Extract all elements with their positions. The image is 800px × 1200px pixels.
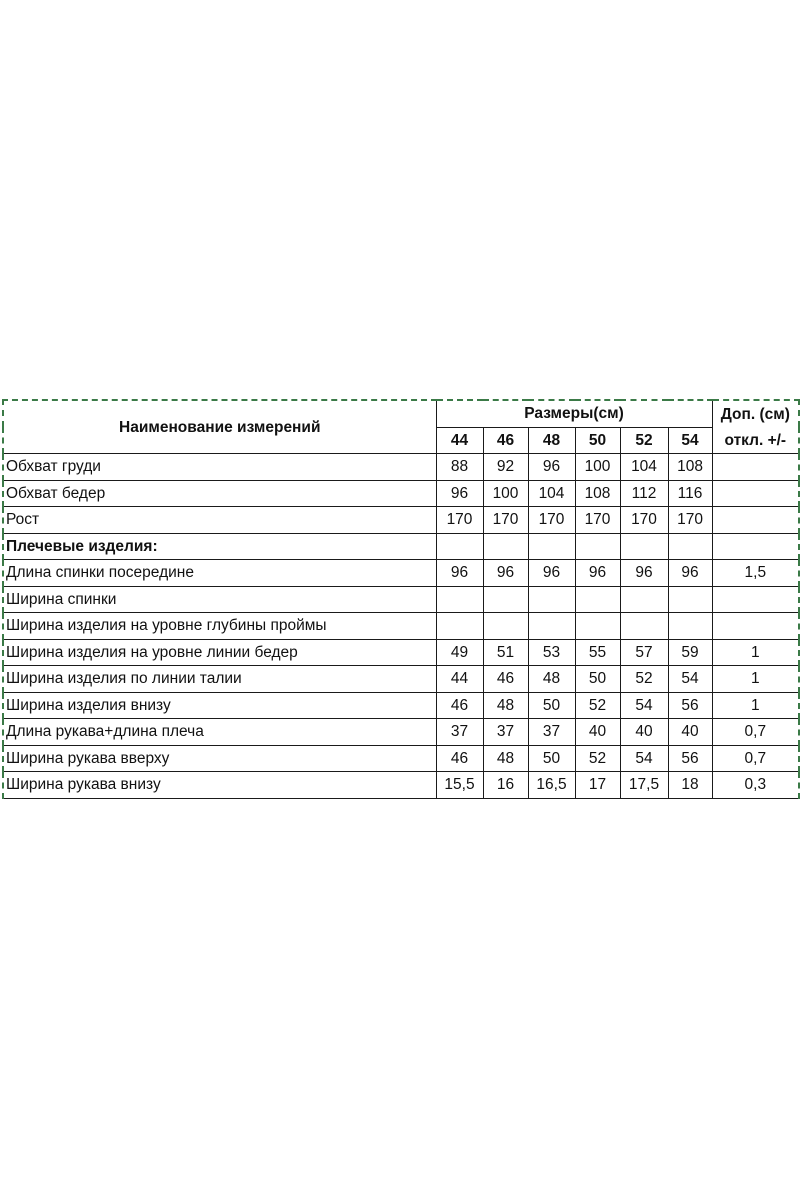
table-row xyxy=(3,666,799,693)
row-value xyxy=(483,613,528,640)
row-value: 16,5 xyxy=(528,772,575,799)
row-tolerance: 1 xyxy=(712,639,799,666)
size-header-3: 50 xyxy=(575,427,620,454)
row-value: 46 xyxy=(436,692,483,719)
row-value: 56 xyxy=(668,745,712,772)
row-name: Плечевые изделия: xyxy=(3,533,436,560)
row-value: 50 xyxy=(528,692,575,719)
row-value: 54 xyxy=(620,692,668,719)
row-tolerance: 1,5 xyxy=(712,560,799,587)
row-value: 55 xyxy=(575,639,620,666)
row-value xyxy=(436,533,483,560)
row-value: 52 xyxy=(620,666,668,693)
row-value: 17,5 xyxy=(620,772,668,799)
row-value: 37 xyxy=(436,719,483,746)
row-value: 52 xyxy=(575,692,620,719)
row-value: 170 xyxy=(436,507,483,534)
row-value: 51 xyxy=(483,639,528,666)
row-value: 96 xyxy=(436,560,483,587)
row-value: 57 xyxy=(620,639,668,666)
row-value: 40 xyxy=(620,719,668,746)
row-value: 37 xyxy=(483,719,528,746)
row-name: Ширина изделия на уровне глубины проймы xyxy=(3,613,436,640)
table-row xyxy=(3,560,799,587)
row-tolerance: 0,3 xyxy=(712,772,799,799)
row-value: 46 xyxy=(483,666,528,693)
row-value: 16 xyxy=(483,772,528,799)
header-name: Наименование измерений xyxy=(3,400,436,454)
row-tolerance: 1 xyxy=(712,692,799,719)
row-value: 54 xyxy=(668,666,712,693)
row-value: 96 xyxy=(668,560,712,587)
row-value: 96 xyxy=(575,560,620,587)
size-header-5: 54 xyxy=(668,427,712,454)
row-value: 54 xyxy=(620,745,668,772)
row-value: 96 xyxy=(528,454,575,481)
row-name: Ширина спинки xyxy=(3,586,436,613)
row-value: 37 xyxy=(528,719,575,746)
row-value: 108 xyxy=(575,480,620,507)
row-value xyxy=(528,533,575,560)
table-row xyxy=(3,480,799,507)
size-header-0: 44 xyxy=(436,427,483,454)
row-value: 104 xyxy=(528,480,575,507)
row-value: 170 xyxy=(668,507,712,534)
row-value xyxy=(528,586,575,613)
row-tolerance: 0,7 xyxy=(712,719,799,746)
row-value: 170 xyxy=(575,507,620,534)
row-value: 108 xyxy=(668,454,712,481)
row-tolerance xyxy=(712,507,799,534)
row-value: 53 xyxy=(528,639,575,666)
row-value: 170 xyxy=(483,507,528,534)
row-value: 46 xyxy=(436,745,483,772)
row-value: 18 xyxy=(668,772,712,799)
row-value: 15,5 xyxy=(436,772,483,799)
row-value: 88 xyxy=(436,454,483,481)
row-value xyxy=(668,586,712,613)
row-value: 170 xyxy=(528,507,575,534)
row-name: Ширина рукава вверху xyxy=(3,745,436,772)
row-name: Обхват груди xyxy=(3,454,436,481)
row-name: Ширина изделия на уровне линии бедер xyxy=(3,639,436,666)
header-tolerance-line2: откл. +/- xyxy=(712,427,799,454)
row-tolerance xyxy=(712,586,799,613)
row-value: 50 xyxy=(575,666,620,693)
row-value: 48 xyxy=(483,692,528,719)
header-sizes: Размеры(см) xyxy=(436,400,712,427)
row-value: 40 xyxy=(668,719,712,746)
row-name: Ширина изделия по линии талии xyxy=(3,666,436,693)
row-value xyxy=(483,586,528,613)
row-value: 48 xyxy=(528,666,575,693)
row-value xyxy=(528,613,575,640)
size-header-1: 46 xyxy=(483,427,528,454)
row-name: Ширина рукава внизу xyxy=(3,772,436,799)
row-value: 56 xyxy=(668,692,712,719)
row-value: 112 xyxy=(620,480,668,507)
row-value xyxy=(575,613,620,640)
row-value: 100 xyxy=(483,480,528,507)
row-value xyxy=(436,613,483,640)
size-chart xyxy=(2,399,798,801)
table-row xyxy=(3,533,799,560)
table-row xyxy=(3,586,799,613)
table-row xyxy=(3,613,799,640)
table-row xyxy=(3,692,799,719)
row-value: 50 xyxy=(528,745,575,772)
table-row xyxy=(3,719,799,746)
size-header-2: 48 xyxy=(528,427,575,454)
row-value: 170 xyxy=(620,507,668,534)
row-value: 17 xyxy=(575,772,620,799)
header-row-1 xyxy=(3,400,799,427)
row-value: 49 xyxy=(436,639,483,666)
row-value xyxy=(575,533,620,560)
row-tolerance xyxy=(712,613,799,640)
table-row xyxy=(3,507,799,534)
row-value: 40 xyxy=(575,719,620,746)
row-value: 100 xyxy=(575,454,620,481)
row-tolerance: 1 xyxy=(712,666,799,693)
row-name: Длина рукава+длина плеча xyxy=(3,719,436,746)
table-row xyxy=(3,772,799,799)
row-value: 96 xyxy=(436,480,483,507)
row-value: 96 xyxy=(528,560,575,587)
row-tolerance: 0,7 xyxy=(712,745,799,772)
row-value: 96 xyxy=(620,560,668,587)
row-tolerance xyxy=(712,533,799,560)
table-row xyxy=(3,454,799,481)
row-value xyxy=(620,586,668,613)
row-name: Длина спинки посередине xyxy=(3,560,436,587)
row-value xyxy=(620,613,668,640)
row-name: Ширина изделия внизу xyxy=(3,692,436,719)
row-value: 59 xyxy=(668,639,712,666)
table-row xyxy=(3,639,799,666)
row-value: 96 xyxy=(483,560,528,587)
row-value xyxy=(483,533,528,560)
row-name: Обхват бедер xyxy=(3,480,436,507)
row-value: 92 xyxy=(483,454,528,481)
row-value: 52 xyxy=(575,745,620,772)
row-tolerance xyxy=(712,480,799,507)
size-header-4: 52 xyxy=(620,427,668,454)
table-row xyxy=(3,745,799,772)
row-name: Рост xyxy=(3,507,436,534)
row-value: 104 xyxy=(620,454,668,481)
row-value xyxy=(620,533,668,560)
row-value xyxy=(436,586,483,613)
size-table xyxy=(2,399,800,799)
row-value xyxy=(668,613,712,640)
row-value: 116 xyxy=(668,480,712,507)
row-value: 44 xyxy=(436,666,483,693)
row-value: 48 xyxy=(483,745,528,772)
row-value xyxy=(668,533,712,560)
header-tolerance-line1: Доп. (см) xyxy=(712,400,799,427)
row-tolerance xyxy=(712,454,799,481)
row-value xyxy=(575,586,620,613)
